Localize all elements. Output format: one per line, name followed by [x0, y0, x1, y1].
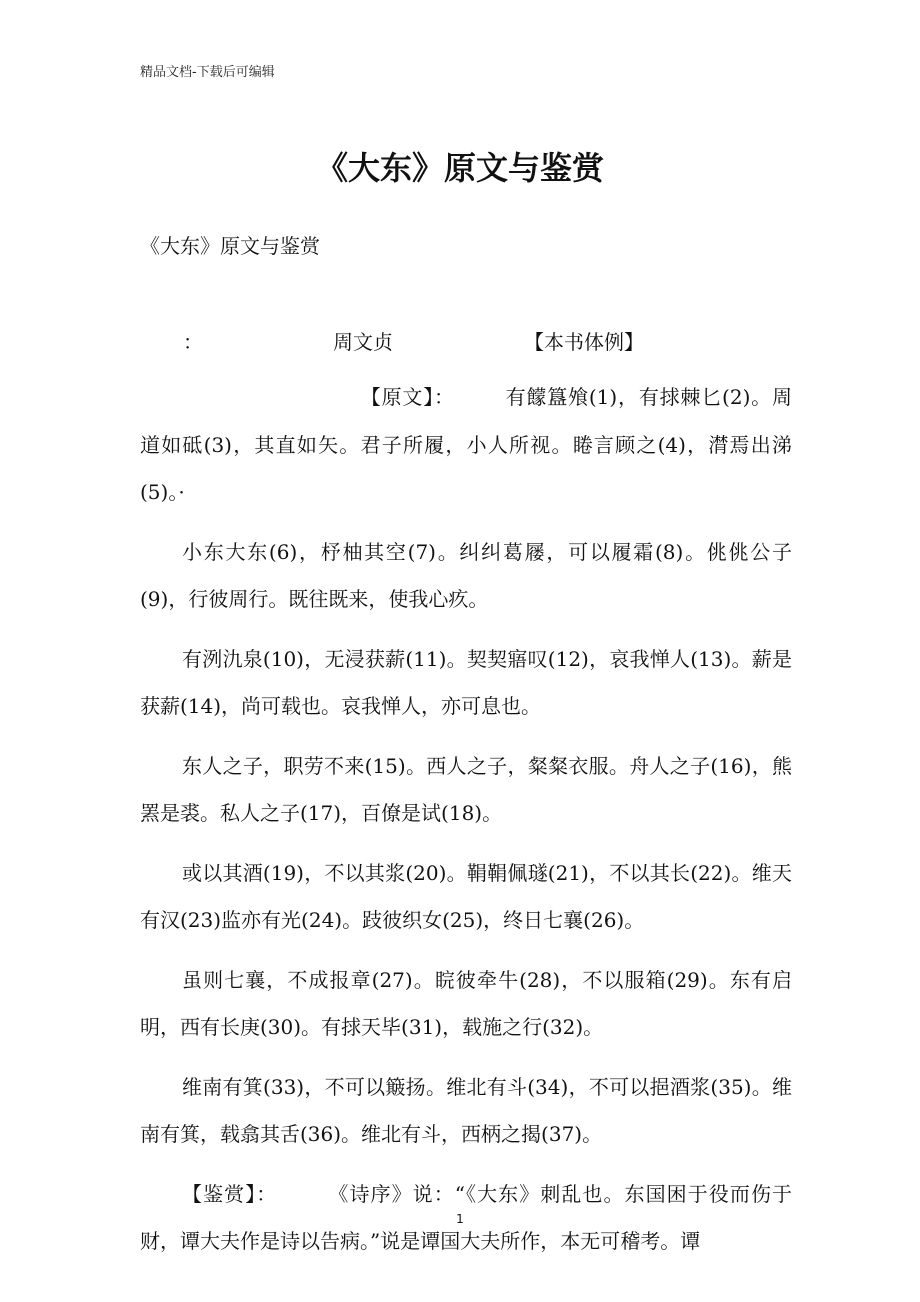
paragraph-text: 或以其酒(19)，不以其浆(20)。鞙鞙佩璲(21)，不以其长(22)。维天有汉(23)监亦有光(24)。跂彼织女(25)，终日七襄(26)。	[140, 860, 792, 932]
document-subtitle: 《大东》原文与鉴赏	[140, 234, 320, 258]
paragraph-text: 有洌氿泉(10)，无浸获薪(11)。契契寤叹(12)，哀我惮人(13)。薪是获薪(14)，尚可载也。哀我惮人，亦可息也。	[140, 646, 792, 718]
document-title: 《大东》原文与鉴赏	[315, 149, 604, 187]
paragraph-text: 《诗序》说：“《大东》刺乱也。东国困于役而伤于财，谭大夫作是诗以告病。”说是谭国大夫所作，本无可稽考。谭	[140, 1181, 793, 1253]
author-name: 周文贞	[333, 330, 393, 354]
paragraph-text: 小东大东(6)，杼柚其空(7)。纠纠葛屦，可以履霜(8)。佻佻公子(9)，行彼周行。既往既来，使我心疚。	[140, 539, 792, 611]
paragraph	[140, 957, 792, 1052]
paragraph	[140, 1064, 792, 1159]
page-header: 精品文档-下载后可编辑	[140, 65, 275, 80]
meta-line	[0, 327, 920, 357]
paragraph	[140, 743, 792, 838]
section-label-original: 【原文】：	[360, 385, 455, 409]
page-number: 1	[456, 1212, 464, 1226]
meta-colon: ：	[183, 330, 203, 354]
paragraph	[140, 636, 792, 731]
paragraph-original-text	[140, 374, 792, 517]
paragraph	[140, 529, 792, 624]
book-style-note: 【本书体例】	[524, 330, 644, 354]
body-text	[140, 374, 792, 1278]
paragraph-text: 虽则七襄，不成报章(27)。睆彼牵牛(28)，不以服箱(29)。东有启明，西有长庚(30)。有捄天毕(31)，载施之行(32)。	[140, 967, 792, 1039]
paragraph-text: 东人之子，职劳不来(15)。西人之子，粲粲衣服。舟人之子(16)，熊罴是裘。私人之子(17)，百僚是试(18)。	[140, 753, 792, 825]
section-label-appreciation: 【鉴赏】：	[182, 1181, 278, 1206]
paragraph-text: 维南有箕(33)，不可以簸扬。维北有斗(34)，不可以挹酒浆(35)。维南有箕，载翕其舌(36)。维北有斗，西柄之揭(37)。	[140, 1074, 792, 1146]
paragraph	[140, 850, 792, 945]
paragraph-text: 有饛簋飧(1)，有捄棘匕(2)。周道如砥(3)，其直如矢。君子所履，小人所视。睠言顾之(4)，潸焉出涕(5)。·	[140, 385, 792, 504]
